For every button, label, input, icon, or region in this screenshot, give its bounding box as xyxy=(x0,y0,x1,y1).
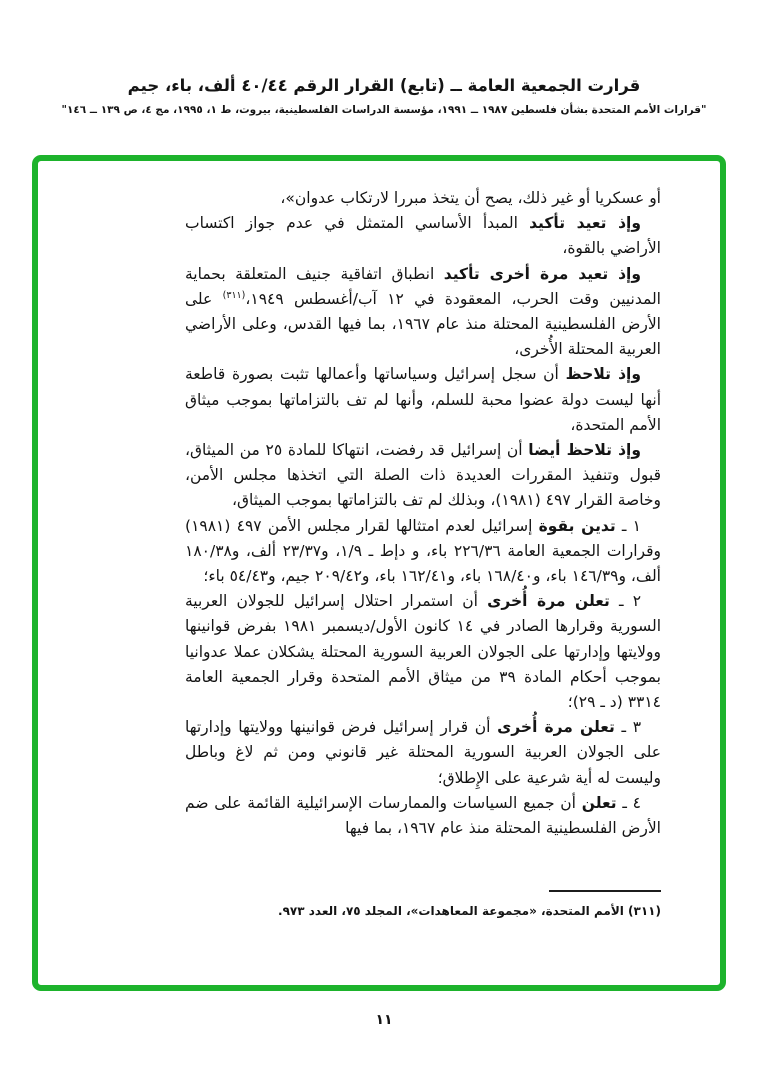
paragraph-lead: تعلن xyxy=(581,793,617,812)
paragraph-text: أن إسرائيل قد رفضت، انتهاكا للمادة ٢٥ من الميثاق، قبول وتنفيذ المقررات العديدة ذات الصلة التي اتخذها مجلس الأمن، وخاصة القرار ٤٩٧ (١٩٨١)، وبذلك لم تف بالتزاماتها بموجب الميثاق، xyxy=(185,441,661,510)
footnote-separator-rule xyxy=(549,890,661,892)
paragraph-lead: تعلن مرة أُخرى xyxy=(497,718,615,737)
footnote-text: الأمم المتحدة، «مجموعة المعاهدات»، المجلد ٧٥، العدد ٩٧٣. xyxy=(278,904,629,918)
paragraph-operative-1 xyxy=(185,514,661,590)
paragraph-lead: وإذ تلاحظ xyxy=(565,365,641,384)
footnote-marker: (٣١١) xyxy=(628,904,661,918)
footnote-reference: (٣١١) xyxy=(222,289,246,301)
paragraph-preamble xyxy=(185,211,661,261)
paragraph-lead: وإذ تعيد مرة أخرى تأكيد xyxy=(443,264,641,283)
paragraph-lead: وإذ تلاحظ أيضا xyxy=(528,441,641,460)
document-title: قرارت الجمعية العامة ــ (تابع) القرار الرقم ٤٠/٤٤ ألف، باء، جيم xyxy=(127,76,641,95)
paragraph-number: ١ ـ xyxy=(615,516,641,535)
paragraph-operative-4 xyxy=(185,791,661,841)
paragraph-text: إسرائيل لعدم امتثالها لقرار مجلس الأمن ٤٩٧ (١٩٨١) وقرارات الجمعية العامة ٢٢٦/٣٦ باء، و دإط ـ ١/٩، و٢٣/٣٧ ألف، و١٨٠/٣٨ ألف، و١٤٦/٣٩ باء، و١٦٨/٤٠ باء، و١٦٢/٤١ باء، و٢٠٩/٤٢ جيم، و٥٤/٤٣ باء؛ xyxy=(185,516,661,586)
resolution-text-block xyxy=(185,186,661,841)
paragraph-text: أو عسكريا أو غير ذلك، يصح أن يتخذ مبررا لارتكاب عدوان»، xyxy=(280,189,661,207)
paragraph-text: أن جميع السياسات والممارسات الإسرائيلية القائمة على ضم الأرض الفلسطينية المحتلة منذ عام ١٩٦٧، بما فيها xyxy=(185,793,661,838)
paragraph-number: ٢ ـ xyxy=(609,592,642,611)
paragraph-text: المبدأ الأساسي المتمثل في عدم جواز اكتساب الأراضي بالقوة، xyxy=(185,214,661,258)
paragraph-preamble xyxy=(185,362,661,438)
paragraph-text: على الأرض الفلسطينية المحتلة منذ عام ١٩٦٧، بما فيها القدس، وعلى الأراضي العربية المحتلة الأُخرى، xyxy=(185,289,661,359)
paragraph-text: أن استمرار احتلال إسرائيل للجولان العربية السورية وقرارها الصادر في ١٤ كانون الأول/ديسمبر ١٩٨١ بفرض قوانينها وولايتها وإدارتها على الجولان العربية السورية المحتلة يشكلان عملا عدوانيا بموجب أحكام المادة ٣٩ من ميثاق الأمم المتحدة وقرار الجمعية العامة ٣٣١٤ (د ـ ٢٩)؛ xyxy=(185,592,662,712)
paragraph-text: أن قرار إسرائيل فرض قوانينها وولايتها وإدارتها على الجولان العربية السورية المحتلة غير قانوني ومن ثم لاغ وباطل وليست له أية شرعية على الإِطلاق؛ xyxy=(185,718,661,787)
document-subtitle: "قرارات الأمم المتحدة بشأن فلسطين ١٩٨٧ ــ ١٩٩١، مؤسسة الدراسات الفلسطينية، بيروت، ط ١، ١٩٩٥، مج ٤، ص ١٣٩ ــ ١٤٦" xyxy=(61,104,707,116)
page-number: ١١ xyxy=(375,1012,393,1028)
paragraph-operative-3 xyxy=(185,715,661,791)
paragraph-continuation xyxy=(185,186,661,211)
paragraph-preamble xyxy=(185,438,661,514)
paragraph-lead: تعلن مرة أُخرى xyxy=(487,592,610,611)
paragraph-lead: تدين بقوة xyxy=(538,516,616,535)
paragraph-text: انطباق اتفاقية جنيف المتعلقة بحماية المدنيين وقت الحرب، المعقودة في ١٢ آب/أغسطس ١٩٤٩، xyxy=(185,264,661,308)
paragraph-number: ٤ ـ xyxy=(616,793,641,812)
footnote xyxy=(188,902,661,921)
paragraph-number: ٣ ـ xyxy=(614,718,642,737)
paragraph-preamble xyxy=(185,262,661,363)
paragraph-lead: وإذ تعيد تأكيد xyxy=(529,214,641,233)
paragraph-operative-2 xyxy=(185,589,661,715)
paragraph-text: أن سجل إسرائيل وسياساتها وأعمالها تثبت بصورة قاطعة أنها ليست دولة عضوا محبة للسلم، وأنها لم تف بالتزاماتها بموجب ميثاق الأمم المتحدة، xyxy=(185,365,661,434)
page-header xyxy=(0,76,768,116)
